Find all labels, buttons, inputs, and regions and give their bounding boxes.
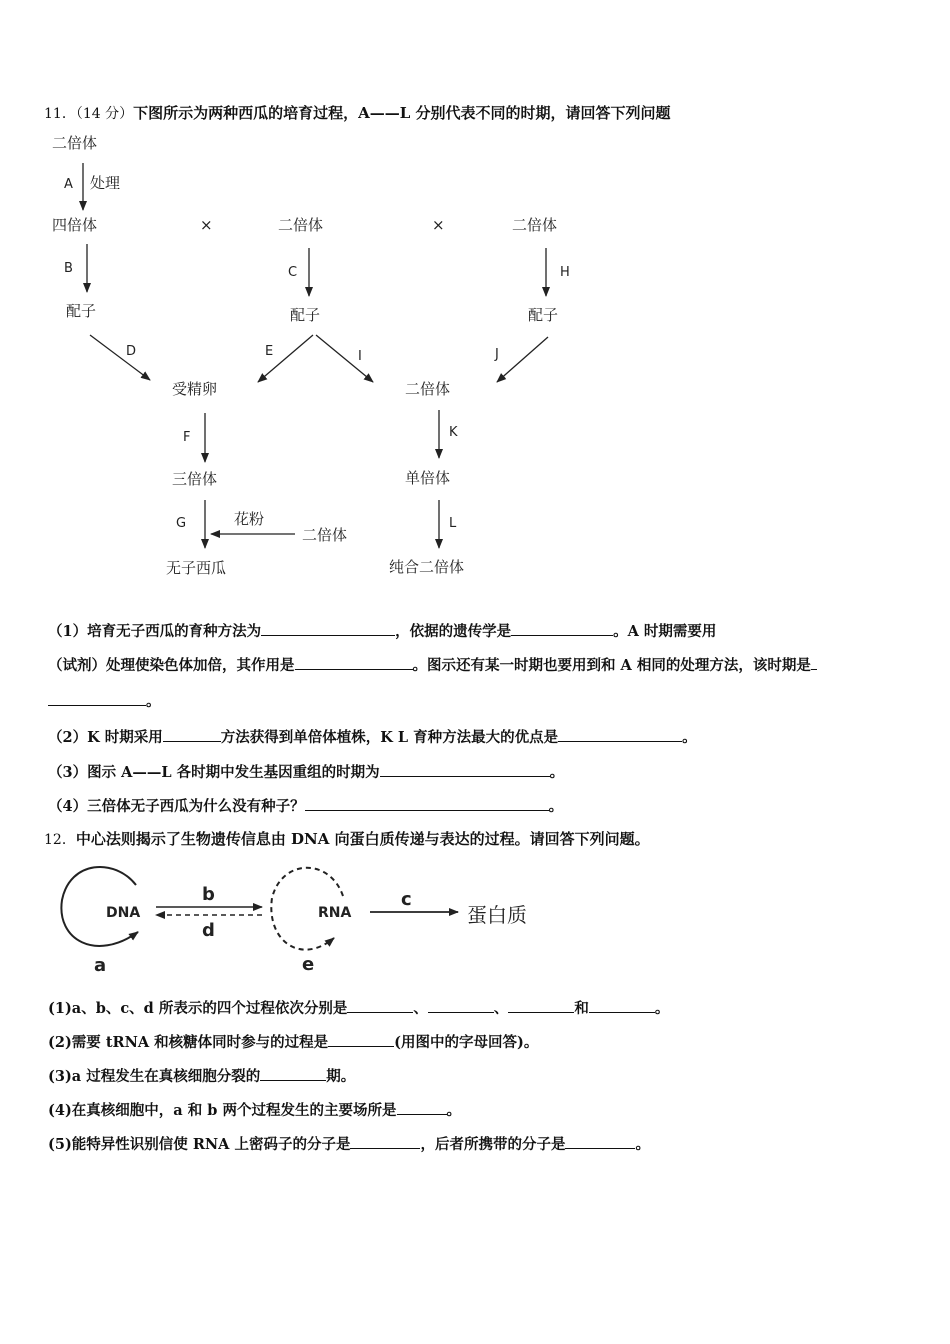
- q11-blank-advantage[interactable]: [558, 727, 682, 742]
- q12-blank-c[interactable]: [508, 998, 574, 1013]
- label-I: I: [358, 349, 362, 364]
- q12-s3b: 期。: [326, 1068, 356, 1085]
- node-protein: 蛋白质: [467, 903, 527, 927]
- q11-part1-line3: [48, 690, 161, 711]
- q11-blank-recombination[interactable]: [380, 762, 550, 777]
- q12-s5a: (5)能特异性识别信使 RNA 上密码子的分子是: [48, 1136, 351, 1153]
- q11-blank-k-method[interactable]: [163, 727, 221, 742]
- label-pollen: 花粉: [234, 510, 265, 528]
- q11-p1d: （试剂）处理使染色体加倍，其作用是: [48, 657, 295, 674]
- q11-blank-stage-end[interactable]: [811, 655, 817, 670]
- q12-part1: [48, 997, 669, 1018]
- central-dogma-diagram: [0, 855, 950, 980]
- q11-p2b: 方法获得到单倍体植株，K L 育种方法最大的优点是: [220, 729, 559, 746]
- q12-part4: [48, 1099, 461, 1120]
- q11-stem: 下图所示为两种西瓜的培育过程，A——L 分别代表不同的时期，请回答下列问题: [133, 104, 671, 122]
- q11-part1-line1: [48, 620, 716, 641]
- q12-s1a: (1)a、b、c、d 所表示的四个过程依次分别是: [48, 1000, 348, 1017]
- q12-blank-trna[interactable]: [350, 1134, 420, 1149]
- q11-part3: [48, 761, 564, 782]
- q11-blank-function[interactable]: [295, 655, 413, 670]
- q11-header: [44, 102, 671, 123]
- label-J: J: [495, 347, 499, 362]
- node-rna: RNA: [318, 905, 352, 921]
- q11-blank-no-seeds[interactable]: [305, 796, 549, 811]
- label-G: G: [176, 516, 187, 531]
- q12-part2: [48, 1031, 538, 1052]
- label-d: d: [202, 920, 215, 941]
- q12-s2b: (用图中的字母回答)。: [394, 1034, 539, 1051]
- node-homozygous-diploid: 纯合二倍体: [389, 558, 465, 576]
- q12-s5c: 。: [635, 1136, 650, 1153]
- q11-p3a: （3）图示 A——L 各时期中发生基因重组的时期为: [48, 764, 380, 781]
- q11-blank-principle[interactable]: [511, 621, 613, 636]
- label-C: C: [288, 265, 298, 280]
- q11-p1f: 。: [146, 693, 161, 710]
- q12-blank-a[interactable]: [347, 998, 413, 1013]
- q11-p2c: 。: [682, 729, 697, 746]
- q11-p2a: （2）K 时期采用: [48, 729, 163, 746]
- q12-s1d: 和: [574, 1000, 589, 1017]
- q12-s2a: (2)需要 tRNA 和核糖体同时参与的过程是: [48, 1034, 329, 1051]
- q11-part2: [48, 726, 697, 747]
- q12-blank-phase[interactable]: [260, 1066, 326, 1081]
- node-haploid: 单倍体: [405, 469, 451, 487]
- q11-p1c: 。A 时期需要用: [613, 623, 717, 640]
- q11-p3b: 。: [549, 764, 565, 781]
- label-L: L: [449, 516, 457, 531]
- label-e: e: [302, 954, 315, 975]
- q11-part4: [48, 795, 563, 816]
- label-B: B: [64, 261, 73, 276]
- node-seedless-watermelon: 无子西瓜: [166, 559, 227, 577]
- q12-s1b: 、: [413, 1000, 428, 1017]
- label-treat: 处理: [90, 174, 121, 192]
- node-diploid-right: 二倍体: [512, 216, 558, 234]
- q11-part1-line2: [48, 654, 817, 675]
- q12-blank-location[interactable]: [397, 1100, 447, 1115]
- label-H: H: [560, 265, 570, 280]
- node-gamete-1: 配子: [66, 302, 97, 320]
- node-gamete-3: 配子: [528, 306, 559, 324]
- node-diploid-top: 二倍体: [52, 134, 98, 152]
- q12-s3a: (3)a 过程发生在真核细胞分裂的: [48, 1068, 261, 1085]
- q12-s1e: 。: [654, 1000, 670, 1017]
- q11-p1a: （1）培育无子西瓜的育种方法为: [48, 623, 262, 640]
- q12-part3: [48, 1065, 355, 1086]
- q11-p1e: 。图示还有某一时期也要用到和 A 相同的处理方法，该时期是: [412, 657, 811, 674]
- node-diploid-pollen: 二倍体: [302, 526, 348, 544]
- arrow-J: [497, 337, 548, 382]
- node-gamete-2: 配子: [290, 306, 321, 324]
- q12-blank-amino-acid[interactable]: [565, 1134, 635, 1149]
- label-D: D: [126, 344, 137, 359]
- q12-part5: [48, 1133, 650, 1154]
- label-c: c: [401, 889, 412, 910]
- node-dna: DNA: [106, 905, 141, 921]
- q12-s5b: ，后者所携带的分子是: [420, 1136, 566, 1153]
- cross-sign-2: ×: [432, 216, 445, 234]
- q11-number: 11．: [44, 106, 76, 122]
- label-K: K: [449, 425, 458, 440]
- q11-blank-stage[interactable]: [48, 691, 146, 706]
- q12-number: 12．: [44, 832, 76, 848]
- node-tetraploid: 四倍体: [52, 216, 98, 234]
- q12-header: [44, 828, 650, 849]
- cross-sign-1: ×: [200, 216, 213, 234]
- arrow-I: [316, 335, 373, 382]
- q12-s4a: (4)在真核细胞中，a 和 b 两个过程发生的主要场所是: [48, 1102, 397, 1119]
- q11-p4a: （4）三倍体无子西瓜为什么没有种子？: [48, 798, 305, 815]
- q12-blank-b[interactable]: [428, 998, 494, 1013]
- node-diploid-lower: 二倍体: [405, 380, 451, 398]
- q11-p4b: 。: [548, 798, 564, 815]
- label-b: b: [202, 884, 215, 905]
- q12-blank-translation[interactable]: [328, 1032, 394, 1047]
- node-diploid-mid: 二倍体: [278, 216, 324, 234]
- label-A: A: [64, 177, 73, 192]
- node-triploid: 三倍体: [172, 470, 218, 488]
- q11-blank-method[interactable]: [261, 621, 395, 636]
- arrow-D: [90, 335, 150, 380]
- q11-p1b: ，依据的遗传学是: [395, 623, 512, 640]
- label-a: a: [94, 955, 107, 976]
- q12-s4b: 。: [446, 1102, 461, 1119]
- q12-s1c: 、: [493, 1000, 509, 1017]
- q12-stem: 中心法则揭示了生物遗传信息由 DNA 向蛋白质传递与表达的过程。请回答下列问题。: [75, 830, 650, 848]
- label-F: F: [183, 430, 191, 445]
- q11-points: （14 分）: [75, 106, 134, 122]
- watermelon-breeding-diagram: [0, 125, 950, 595]
- q12-blank-d[interactable]: [589, 998, 655, 1013]
- node-zygote: 受精卵: [172, 380, 218, 398]
- label-E: E: [265, 344, 274, 359]
